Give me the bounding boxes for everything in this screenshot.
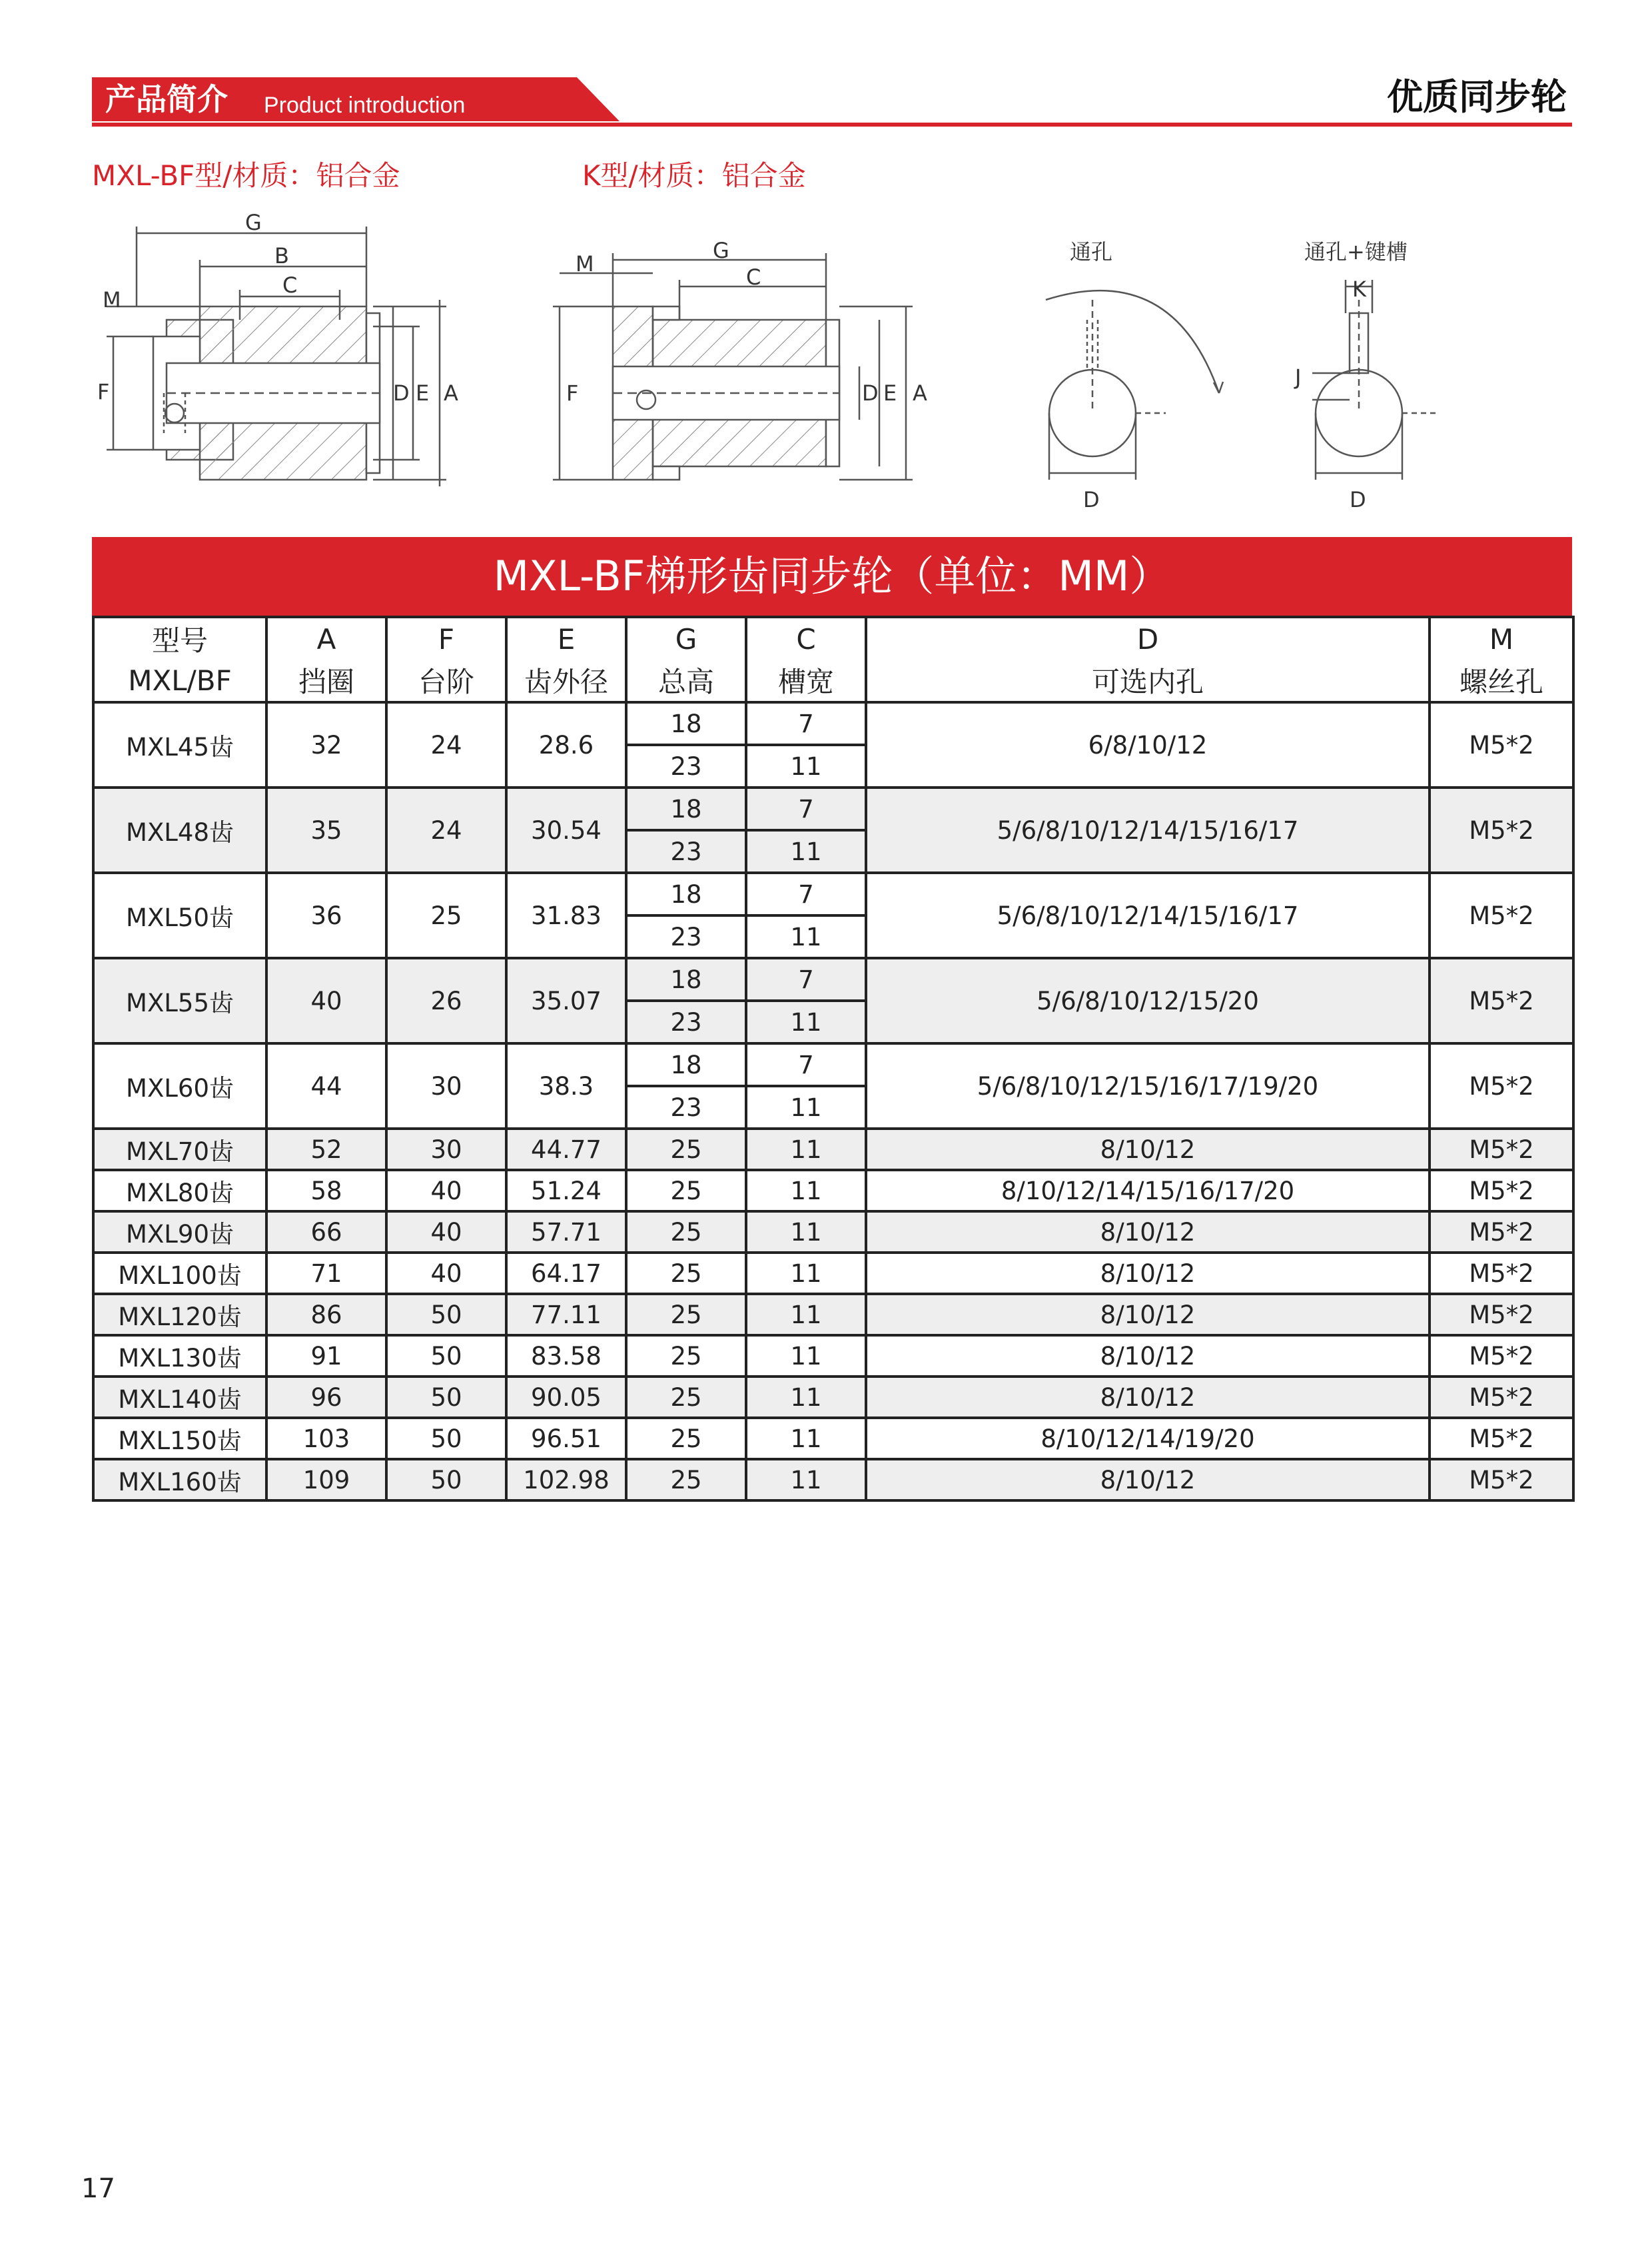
keyway-k-label: K: [1352, 277, 1366, 302]
f-cell: 50: [386, 1459, 506, 1500]
a-cell: 96: [266, 1377, 386, 1418]
m-cell: M5*2: [1430, 958, 1573, 1043]
c-cell: 11: [746, 1294, 866, 1335]
g-cell: 18: [626, 702, 746, 745]
c-cell: 7: [746, 788, 866, 830]
e-cell: 28.6: [506, 702, 626, 788]
e-cell: 77.11: [506, 1294, 626, 1335]
g-cell: 25: [626, 1253, 746, 1294]
model-cell: MXL100齿: [93, 1253, 266, 1294]
f-cell: 50: [386, 1418, 506, 1459]
a-cell: 52: [266, 1129, 386, 1170]
e-cell: 38.3: [506, 1043, 626, 1129]
table-row: [93, 873, 1573, 915]
model-cell: MXL120齿: [93, 1294, 266, 1335]
a-cell: 32: [266, 702, 386, 788]
m-cell: M5*2: [1430, 702, 1573, 788]
bf-type-drawing: [97, 210, 473, 526]
subtitle-bf-type: MXL-BF型/材质：铝合金: [92, 159, 400, 192]
e-cell: 90.05: [506, 1377, 626, 1418]
c-cell: 11: [746, 830, 866, 873]
e-cell: 44.77: [506, 1129, 626, 1170]
k-dim-label-c: C: [746, 265, 761, 290]
model-cell: MXL45齿: [93, 702, 266, 788]
through-hole-label: 通孔: [1070, 239, 1113, 265]
e-cell: 30.54: [506, 788, 626, 873]
f-cell: 24: [386, 788, 506, 873]
c-cell: 11: [746, 1459, 866, 1500]
e-cell: 96.51: [506, 1418, 626, 1459]
header-cell: G: [626, 617, 746, 660]
f-cell: 30: [386, 1043, 506, 1129]
m-cell: M5*2: [1430, 1211, 1573, 1253]
section-title-zh: 产品简介: [105, 81, 228, 117]
d-cell: 5/6/8/10/12/14/15/16/17: [866, 873, 1430, 958]
c-cell: 7: [746, 1043, 866, 1086]
a-cell: 86: [266, 1294, 386, 1335]
header-cell: M: [1430, 617, 1573, 660]
dim-label-m: M: [103, 287, 121, 312]
d-cell: 8/10/12/14/15/16/17/20: [866, 1170, 1430, 1211]
a-cell: 103: [266, 1418, 386, 1459]
g-cell: 25: [626, 1294, 746, 1335]
d-cell: 5/6/8/10/12/14/15/16/17: [866, 788, 1430, 873]
header-cell: F: [386, 617, 506, 660]
f-cell: 26: [386, 958, 506, 1043]
f-cell: 50: [386, 1294, 506, 1335]
subheader-cell: 槽宽: [746, 660, 866, 702]
g-cell: 23: [626, 1001, 746, 1043]
e-cell: 57.71: [506, 1211, 626, 1253]
m-cell: M5*2: [1430, 1459, 1573, 1500]
table-row: [93, 702, 1573, 745]
k-dim-label-e: E: [883, 380, 897, 406]
g-cell: 18: [626, 958, 746, 1001]
table-row: [93, 1418, 1573, 1459]
c-cell: 11: [746, 745, 866, 788]
model-cell: MXL50齿: [93, 873, 266, 958]
d-cell: 8/10/12: [866, 1294, 1430, 1335]
c-cell: 7: [746, 702, 866, 745]
catalog-title: 优质同步轮: [1387, 76, 1567, 118]
d-cell: 5/6/8/10/12/15/16/17/19/20: [866, 1043, 1430, 1129]
g-cell: 25: [626, 1170, 746, 1211]
dim-label-b: B: [274, 243, 289, 269]
table-row: [93, 788, 1573, 830]
a-cell: 66: [266, 1211, 386, 1253]
d-cell: 8/10/12: [866, 1211, 1430, 1253]
model-cell: MXL90齿: [93, 1211, 266, 1253]
header-cell: C: [746, 617, 866, 660]
model-cell: MXL80齿: [93, 1170, 266, 1211]
m-cell: M5*2: [1430, 1377, 1573, 1418]
m-cell: M5*2: [1430, 1129, 1573, 1170]
e-cell: 102.98: [506, 1459, 626, 1500]
a-cell: 44: [266, 1043, 386, 1129]
a-cell: 40: [266, 958, 386, 1043]
e-cell: 51.24: [506, 1170, 626, 1211]
f-cell: 30: [386, 1129, 506, 1170]
section-title-en: Product introduction: [264, 93, 466, 118]
keyway-j-label: J: [1295, 364, 1302, 390]
table-row: [93, 1459, 1573, 1500]
subheader-cell: 螺丝孔: [1430, 660, 1573, 702]
table-row: [93, 1294, 1573, 1335]
table-row: [93, 1377, 1573, 1418]
c-cell: 11: [746, 1129, 866, 1170]
a-cell: 91: [266, 1335, 386, 1377]
k-dim-label-m: M: [576, 251, 594, 277]
subtitle-k-type: K型/材质：铝合金: [582, 159, 806, 192]
e-cell: 35.07: [506, 958, 626, 1043]
g-cell: 18: [626, 873, 746, 915]
g-cell: 25: [626, 1459, 746, 1500]
header-cell: 型号: [93, 617, 266, 660]
d-cell: 8/10/12: [866, 1335, 1430, 1377]
c-cell: 11: [746, 1001, 866, 1043]
dim-label-d: D: [393, 380, 410, 406]
c-cell: 7: [746, 873, 866, 915]
k-dim-label-g: G: [713, 238, 729, 263]
g-cell: 25: [626, 1129, 746, 1170]
k-dim-label-a: A: [913, 380, 927, 406]
g-cell: 23: [626, 745, 746, 788]
c-cell: 11: [746, 1335, 866, 1377]
m-cell: M5*2: [1430, 1253, 1573, 1294]
g-cell: 25: [626, 1211, 746, 1253]
c-cell: 11: [746, 1377, 866, 1418]
k-dim-label-f: F: [566, 380, 579, 406]
m-cell: M5*2: [1430, 1418, 1573, 1459]
dim-label-f: F: [97, 379, 110, 404]
model-cell: MXL150齿: [93, 1418, 266, 1459]
through-hole-drawing: [1026, 233, 1246, 520]
g-cell: 23: [626, 1086, 746, 1129]
d-cell: 8/10/12: [866, 1129, 1430, 1170]
table-row: [93, 1129, 1573, 1170]
g-cell: 25: [626, 1418, 746, 1459]
m-cell: M5*2: [1430, 1294, 1573, 1335]
model-cell: MXL130齿: [93, 1335, 266, 1377]
f-cell: 50: [386, 1377, 506, 1418]
d-cell: 6/8/10/12: [866, 702, 1430, 788]
d-cell: 8/10/12: [866, 1459, 1430, 1500]
g-cell: 18: [626, 1043, 746, 1086]
g-cell: 25: [626, 1335, 746, 1377]
c-cell: 11: [746, 915, 866, 958]
c-cell: 11: [746, 1211, 866, 1253]
a-cell: 109: [266, 1459, 386, 1500]
c-cell: 11: [746, 1253, 866, 1294]
g-cell: 23: [626, 830, 746, 873]
table-row: [93, 1043, 1573, 1086]
subheader-cell: 齿外径: [506, 660, 626, 702]
header-row-sub: [93, 660, 1573, 702]
f-cell: 40: [386, 1211, 506, 1253]
g-cell: 23: [626, 915, 746, 958]
model-cell: MXL160齿: [93, 1459, 266, 1500]
dim-label-a: A: [444, 380, 458, 406]
f-cell: 24: [386, 702, 506, 788]
m-cell: M5*2: [1430, 1335, 1573, 1377]
subheader-cell: 台阶: [386, 660, 506, 702]
keyway-drawing: [1292, 233, 1492, 520]
m-cell: M5*2: [1430, 1043, 1573, 1129]
m-cell: M5*2: [1430, 1170, 1573, 1211]
keyway-d-label: D: [1350, 487, 1366, 512]
c-cell: 11: [746, 1170, 866, 1211]
table-title: MXL-BF梯形齿同步轮（单位：MM）: [92, 537, 1572, 616]
model-cell: MXL48齿: [93, 788, 266, 873]
a-cell: 36: [266, 873, 386, 958]
c-cell: 11: [746, 1418, 866, 1459]
table-row: [93, 1335, 1573, 1377]
f-cell: 40: [386, 1170, 506, 1211]
f-cell: 40: [386, 1253, 506, 1294]
a-cell: 71: [266, 1253, 386, 1294]
c-cell: 11: [746, 1086, 866, 1129]
model-cell: MXL140齿: [93, 1377, 266, 1418]
subheader-cell: 总高: [626, 660, 746, 702]
table-row: [93, 1211, 1573, 1253]
d-cell: 8/10/12: [866, 1377, 1430, 1418]
a-cell: 58: [266, 1170, 386, 1211]
f-cell: 25: [386, 873, 506, 958]
header-cell: A: [266, 617, 386, 660]
page-number: 17: [81, 2173, 115, 2204]
model-cell: MXL55齿: [93, 958, 266, 1043]
e-cell: 31.83: [506, 873, 626, 958]
dim-label-g: G: [245, 210, 262, 235]
table-row: [93, 1170, 1573, 1211]
table-row: [93, 1253, 1573, 1294]
m-cell: M5*2: [1430, 873, 1573, 958]
header-row-top: [93, 617, 1573, 660]
section-tab: [92, 77, 620, 121]
d-cell: 5/6/8/10/12/15/20: [866, 958, 1430, 1043]
model-cell: MXL70齿: [93, 1129, 266, 1170]
table-row: [93, 958, 1573, 1001]
g-cell: 18: [626, 788, 746, 830]
header-cell: E: [506, 617, 626, 660]
through-hole-d-label: D: [1083, 487, 1100, 512]
g-cell: 25: [626, 1377, 746, 1418]
model-cell: MXL60齿: [93, 1043, 266, 1129]
spec-table: [92, 616, 1575, 1502]
e-cell: 64.17: [506, 1253, 626, 1294]
d-cell: 8/10/12/14/19/20: [866, 1418, 1430, 1459]
c-cell: 7: [746, 958, 866, 1001]
header-rule: [92, 123, 1572, 127]
header-cell: D: [866, 617, 1430, 660]
d-cell: 8/10/12: [866, 1253, 1430, 1294]
f-cell: 50: [386, 1335, 506, 1377]
a-cell: 35: [266, 788, 386, 873]
subheader-cell: 可选内孔: [866, 660, 1430, 702]
subheader-cell: 挡圈: [266, 660, 386, 702]
k-type-drawing: [553, 233, 939, 513]
keyway-label: 通孔+键槽: [1304, 239, 1408, 265]
dim-label-c: C: [282, 273, 298, 298]
e-cell: 83.58: [506, 1335, 626, 1377]
dim-label-e: E: [416, 380, 430, 406]
subheader-cell: MXL/BF: [93, 660, 266, 702]
m-cell: M5*2: [1430, 788, 1573, 873]
k-dim-label-d: D: [862, 380, 879, 406]
